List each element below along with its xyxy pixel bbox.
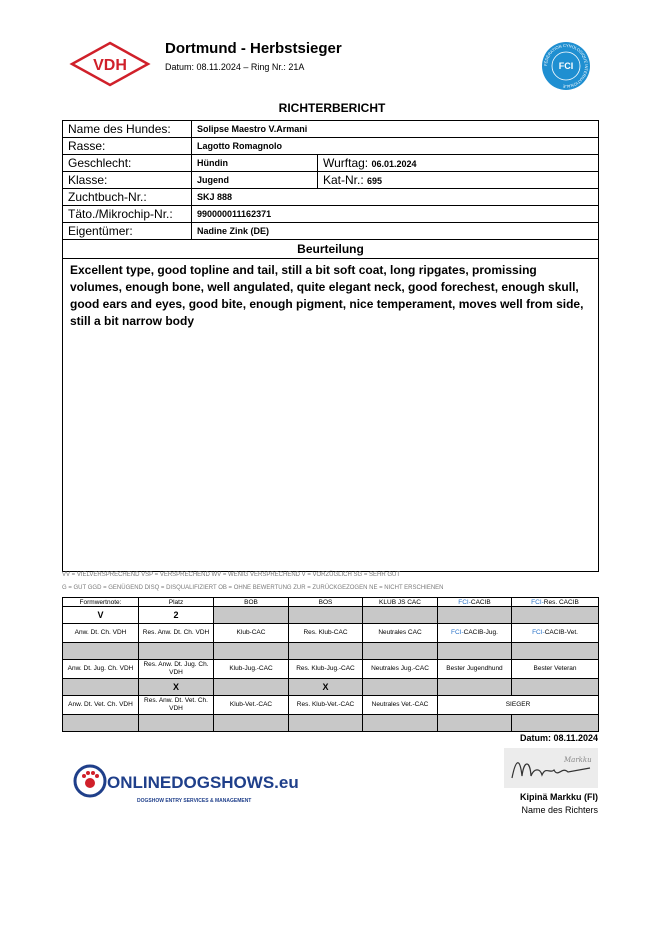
title-label: Neutrales Jug.-CAC (363, 660, 438, 679)
grades-label-row-1 (63, 624, 599, 643)
header-formwertnote: Formwertnote: (63, 598, 139, 607)
vdh-logo (70, 41, 150, 87)
grades-label-row-3 (63, 696, 599, 715)
fci-logo-text: FCI (558, 61, 574, 71)
title-label: Res. Anw. Dt. Vet. Ch. VDH (139, 696, 214, 715)
name-row (63, 121, 599, 138)
sieger-label: SIEGER (438, 696, 599, 715)
title-label: Klub-Vet.-CAC (214, 696, 289, 715)
mark-cell (289, 643, 363, 660)
dog-breed: Lagotto Romagnolo (192, 138, 599, 155)
legend-line-2: G = GUT GGD = GENÜGEND DISQ = DISQUALIFIZIERT OB = OHNE BEWERTUNG ZUR = ZURÜCKGEZOGEN NE = NICHT ERSCHIENEN (62, 585, 444, 591)
grade-value: V (63, 607, 139, 624)
mark-cell (363, 607, 438, 624)
mark-cell (512, 679, 599, 696)
title-label: Klub-Jug.-CAC (214, 660, 289, 679)
mark-cell: X (139, 679, 214, 696)
fci-logo (541, 41, 591, 91)
mark-cell (438, 715, 512, 732)
assessment-heading-row (63, 240, 599, 259)
grades-mark-row-4 (63, 715, 599, 732)
mark-cell (214, 607, 289, 624)
studbook-row (63, 189, 599, 206)
title-label: Anw. Dt. Jug. Ch. VDH (63, 660, 139, 679)
mark-cell (512, 643, 599, 660)
grades-mark-row-2 (63, 643, 599, 660)
assessment-heading: Beurteilung (63, 240, 599, 259)
grades-label-row-2 (63, 660, 599, 679)
studbook-label: Zuchtbuch-Nr.: (63, 189, 192, 206)
class-row (63, 172, 599, 189)
breed-label: Rasse: (63, 138, 192, 155)
sex-row (63, 155, 599, 172)
dog-birth: 06.01.2024 (371, 159, 417, 169)
page-title: Dortmund - Herbstsieger (165, 40, 342, 57)
title-label: Anw. Dt. Ch. VDH (63, 624, 139, 643)
place-value: 2 (139, 607, 214, 624)
legend-line-1: VV = VIELVERSPRECHEND VSP = VERSPRECHEND WV = WENIG VERSPRECHEND V = VORZÜGLICH SG = SEHR GUT (62, 572, 401, 578)
owner-label: Eigentümer: (63, 223, 192, 240)
mark-cell (438, 607, 512, 624)
assessment-text: Excellent type, good topline and tail, still a bit soft coat, long ripgates, promissing volumes, enough bone, well angulated, quite elegant neck, good forechest, enough skull, good ears and eyes, good bite, enough pigment, nice temperament, moves well from side, still a bit narrow body (63, 259, 599, 572)
title-label: Res. Klub-Vet.-CAC (289, 696, 363, 715)
header-platz: Platz (139, 598, 214, 607)
mark-cell (214, 643, 289, 660)
onlinedogshows-logo (73, 764, 299, 806)
chip-label: Täto./Mikrochip-Nr.: (63, 206, 192, 223)
logo-main-text: ONLINEDOGSHOWS.eu (107, 773, 299, 792)
judge-role: Name des Richters (521, 805, 598, 815)
breed-row (63, 138, 599, 155)
mark-cell (63, 679, 139, 696)
sex-label: Geschlecht: (63, 155, 192, 172)
judge-name: Kipinä Markku (FI) (519, 792, 598, 802)
mark-cell (363, 679, 438, 696)
fci-prefix: FCI- (531, 598, 544, 606)
logo-sub-text: DOGSHOW ENTRY SERVICES & MANAGEMENT (137, 798, 252, 804)
title-label: Bester Jugendhund (438, 660, 512, 679)
title-label: Res. Klub-Jug.-CAC (289, 660, 363, 679)
header-bos: BOS (289, 598, 363, 607)
chip-row (63, 206, 599, 223)
signature-text: Markku (564, 756, 592, 764)
vdh-logo-text: VDH (93, 57, 127, 74)
title-label: Klub-CAC (214, 624, 289, 643)
grades-header-row (63, 598, 599, 607)
fci-prefix: FCI- (458, 598, 471, 606)
header-klub-js-cac: KLUB JS CAC (363, 598, 438, 607)
title-label: Neutrales Vet.-CAC (363, 696, 438, 715)
mark-cell (214, 679, 289, 696)
mark-cell (139, 715, 214, 732)
mark-cell (512, 715, 599, 732)
header-cacib: FCI-CACIB (438, 598, 512, 607)
mark-cell (139, 643, 214, 660)
mark-cell: X (289, 679, 363, 696)
dog-cat: 695 (367, 176, 383, 186)
title-label: Anw. Dt. Vet. Ch. VDH (63, 696, 139, 715)
cat-cell (318, 172, 599, 189)
birth-cell (318, 155, 599, 172)
assessment-row (63, 259, 599, 572)
mark-cell (63, 643, 139, 660)
mark-cell (512, 607, 599, 624)
dog-owner: Nadine Zink (DE) (192, 223, 599, 240)
grades-table (62, 597, 599, 732)
mark-cell (363, 715, 438, 732)
dog-studbook: SKJ 888 (192, 189, 599, 206)
cat-label: Kat-Nr.: (323, 173, 364, 187)
mark-cell (289, 607, 363, 624)
mark-cell (438, 679, 512, 696)
title-label: Bester Veteran (512, 660, 599, 679)
dog-chip: 990000011162371 (192, 206, 599, 223)
class-label: Klasse: (63, 172, 192, 189)
title-label: Res. Anw. Dt. Jug. Ch. VDH (139, 660, 214, 679)
title-label: Res. Klub-CAC (289, 624, 363, 643)
page-subtitle: Datum: 08.11.2024 – Ring Nr.: 21A (165, 62, 305, 72)
report-date: Datum: 08.11.2024 (519, 733, 598, 743)
birth-label: Wurftag: (323, 156, 369, 170)
title-label: Neutrales CAC (363, 624, 438, 643)
fci-ring-text: FÉDÉRATION CYNOLOGIQUE INTERNATIONALE (542, 42, 590, 90)
grades-mark-row-3 (63, 679, 599, 696)
report-heading: RICHTERBERICHT (278, 101, 386, 115)
mark-cell (363, 643, 438, 660)
header-res-cacib: FCI-Res. CACIB (512, 598, 599, 607)
mark-cell (289, 715, 363, 732)
title-label: Res. Anw. Dt. Ch. VDH (139, 624, 214, 643)
mark-cell (63, 715, 139, 732)
dog-class: Jugend (192, 172, 318, 189)
dog-info-table (62, 120, 599, 572)
owner-row (63, 223, 599, 240)
dog-sex: Hündin (192, 155, 318, 172)
dog-name: Solipse Maestro V.Armani (192, 121, 599, 138)
title-label: FCI-CACIB-Jug. (438, 624, 512, 643)
mark-cell (438, 643, 512, 660)
judge-signature (504, 748, 598, 788)
mark-cell (214, 715, 289, 732)
grades-mark-row-1 (63, 607, 599, 624)
title-label: FCI-CACIB-Vet. (512, 624, 599, 643)
name-label: Name des Hundes: (63, 121, 192, 138)
header-bob: BOB (214, 598, 289, 607)
